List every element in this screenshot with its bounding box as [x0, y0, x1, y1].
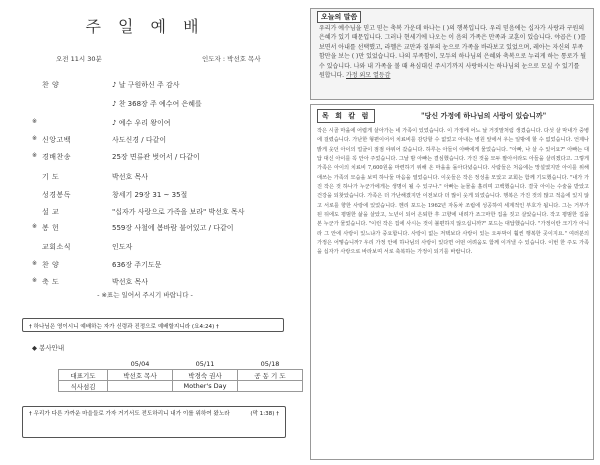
column-body — [317, 127, 589, 258]
service-time: 오전 11시 30분 — [56, 55, 102, 63]
order-row — [0, 190, 290, 204]
table-cell: 박선호 목사 — [108, 370, 173, 381]
order-content: 박선호 목사 — [112, 173, 149, 181]
bottom-verse-text: † 우리가 다른 가까운 마을들로 가자 거기서도 전도하리니 내가 이를 위하여 왔노라 — [29, 411, 230, 417]
service-notice-heading: ◆ 봉사안내 — [32, 344, 65, 352]
order-label: 설 교 — [42, 208, 60, 216]
service-leader: 인도자 : 박선호 목사 — [202, 55, 261, 63]
order-row — [0, 99, 290, 113]
order-row — [0, 223, 290, 237]
standing-mark: ※ — [32, 152, 38, 159]
order-label: 기 도 — [42, 173, 60, 181]
order-row — [0, 260, 290, 274]
todays-word-answers: 가정 외모 열등감 — [346, 72, 391, 80]
column-paragraph: 작은 시골 마을에 어렵게 살아가는 네 가족이 있었습니다. 이 가정에 어느 날 거짓말처럼 생겼습니다. 다섯 살 막내가 중병에 걸렸습니다. 가난한 형편이어서 치료비를 감당할 수 없었고 아내는 병원 앞에서 우는 일밖에 할 수 없었습니다. 언제나 밝게 웃던 아이의 얼굴이 점점 야위어 갔습니다. 하루는 아들이 아빠에게 물었습니다. "아빠, 나 살 수 있어요?" 아빠는 대답 대신 아이를 꼭 안아 주었습니다. 그날 밤 아빠는 결심했습니다. 가진 것을 모두 팔아서라도 아들을 살리겠다고. 그렇게 가족은 아이의 치료비 7,600원을 마련하기 위해 온 마을을 돌아다녔습니다. 사람들은 처음에는 망설였지만 아이를 위해 애쓰는 가족의 모습을 보며 하나둘 마음을 열었습니다. 이웃들은 작은 정성을 모았고 교회는 함께 기도했습니다. "내가 가진 작은 것 하나가 누군가에게는 생명이 될 수 있구나." 아빠는 눈물을 흘리며 고백했습니다. 결국 아이는 수술을 받았고 건강을 되찾았습니다. 가족은 더 가난해졌지만 이전보다 더 많이 웃게 되었습니다. 행복은 가진 것의 많고 적음에 있지 않고 서로를 향한 사랑에 있었습니다. 헨리 포드는 1962년 자동차 조립에 성공하여 세계적인 부호가 됩니다. 그는 거부가 된 뒤에도 평범한 삶을 살았고, 노년이 되어 은퇴한 후 고향에 내려가 조그마한 집을 짓고 살았습니다. 작고 평범한 집을 본 누군가 물었습니다. "이런 작은 집에 사시는 것이 불편하지 않으십니까?" 포드는 대답했습니다. "가정이란 크기가 아니라 그 안에 사랑이 있느냐가 중요합니다. 사랑이 없는 저택보다 사랑이 있는 오두막이 훨씬 행복한 곳이지요." 여러분의 가정은 어떻습니까? 우리 가정 안에 하나님의 사랑이 있다면 어떤 어려움도 함께 이겨낼 수 있습니다. 이번 한 주도 가족을 십자가 사랑으로 바라보며 서로 축복하는 가정이 되기를 바랍니다. — [317, 128, 589, 256]
header-cell: 05/11 — [173, 359, 238, 370]
standing-mark: ※ — [32, 260, 38, 267]
order-row — [0, 80, 290, 94]
table-cell: 박경숙 권사 — [173, 370, 238, 381]
order-label: 경배찬송 — [42, 153, 72, 161]
standing-mark: ※ — [32, 223, 38, 230]
table-row — [59, 370, 303, 381]
order-row — [0, 242, 290, 256]
pastor-column-box — [310, 104, 594, 460]
column-tag: 목 회 칼 럼 — [317, 109, 375, 123]
service-table-header — [59, 359, 303, 370]
table-row — [59, 381, 303, 392]
table-cell — [238, 381, 303, 392]
table-cell: 식사섬김 — [59, 381, 108, 392]
order-label: 신앙고백 — [42, 136, 72, 144]
order-content: ♪ 날 구원하신 주 감사 — [112, 81, 180, 89]
order-row — [0, 118, 290, 132]
verse-box: † 하나님은 영이시니 예배하는 자가 신령과 진정으로 예배할지니라 (요4:24) † — [22, 318, 284, 332]
todays-word-title: 오늘의 말씀 — [317, 11, 361, 23]
order-content: 559장 사철에 봄바람 불어있고 / 다같이 — [112, 224, 234, 232]
table-cell: 공 동 기 도 — [238, 370, 303, 381]
order-content: 25장 면류관 벗어서 / 다같이 — [112, 153, 200, 161]
order-content: "십자가 사랑으로 가족을 보라" 박선호 목사 — [112, 208, 245, 216]
order-label: 축 도 — [42, 278, 60, 286]
order-content: 사도신경 / 다같이 — [112, 136, 167, 144]
order-content: 636장 주기도문 — [112, 261, 162, 269]
header-cell: 05/04 — [108, 359, 173, 370]
order-content: 창세기 29장 31 ~ 35절 — [112, 191, 188, 199]
standing-mark: ※ — [32, 277, 38, 284]
page-title: 주 일 예 배 — [85, 17, 205, 36]
order-label: 성경봉독 — [42, 191, 72, 199]
order-label: 교회소식 — [42, 243, 72, 251]
bottom-verse-ref: (막 1:38) † — [250, 411, 279, 417]
bottom-verse-box — [22, 406, 286, 438]
order-row — [0, 207, 290, 221]
order-label: 찬 양 — [42, 81, 60, 89]
standing-note: - ※표는 일어서 주시기 바랍니다 - — [97, 291, 193, 299]
order-content: ♪ 찬 368장 주 예수여 은혜를 — [112, 100, 202, 108]
table-cell: 대표기도 — [59, 370, 108, 381]
order-content: 박선호 목사 — [112, 278, 149, 286]
order-row — [0, 172, 290, 186]
order-row — [0, 277, 290, 291]
order-label: 봉 헌 — [42, 224, 60, 232]
table-cell: Mother's Day — [173, 381, 238, 392]
order-content: ♪ 예수 우리 왕이여 — [112, 119, 171, 127]
order-label: 찬 양 — [42, 261, 60, 269]
order-row — [0, 152, 290, 166]
order-row — [0, 135, 290, 149]
todays-word-text — [319, 24, 587, 80]
todays-word-body: 우리가 예수님을 믿고 믿는 축복 가운데 하나는 ( )의 행복입니다. 우리 믿음에는 십자가 사랑과 구원의 은혜가 있기 때문입니다. 그러나 현세기에 나오는 이 음의 가족은 만족과 교훈이 있습니다. 야곱은 ( )를 보면서 아내를 선택했고, 라헬은 교만과 질투의 눈으로 가족을 바라보고 있었으며, 레아는 자신의 부족함만을 보는 ( )만 있었습니다. 나의 부족함이, 모두의 하나님의 은혜와 축복으로 누리게 하는 통로가 될 수 있습니다. 나와 내 가족을 볼 때 욕심대신 주시기까지 사랑하시는 하나님의 눈으로 모실 수 있기를 원합니다. — [319, 25, 587, 80]
header-cell — [59, 359, 108, 370]
standing-mark: ※ — [32, 135, 38, 142]
table-cell — [108, 381, 173, 392]
todays-word-box — [310, 8, 594, 100]
service-table — [58, 359, 303, 392]
header-cell: 05/18 — [238, 359, 303, 370]
order-content: 인도자 — [112, 243, 133, 251]
standing-mark: ※ — [32, 118, 38, 125]
column-title: "당신 가정에 하나님의 사랑이 있습니까" — [421, 111, 547, 120]
